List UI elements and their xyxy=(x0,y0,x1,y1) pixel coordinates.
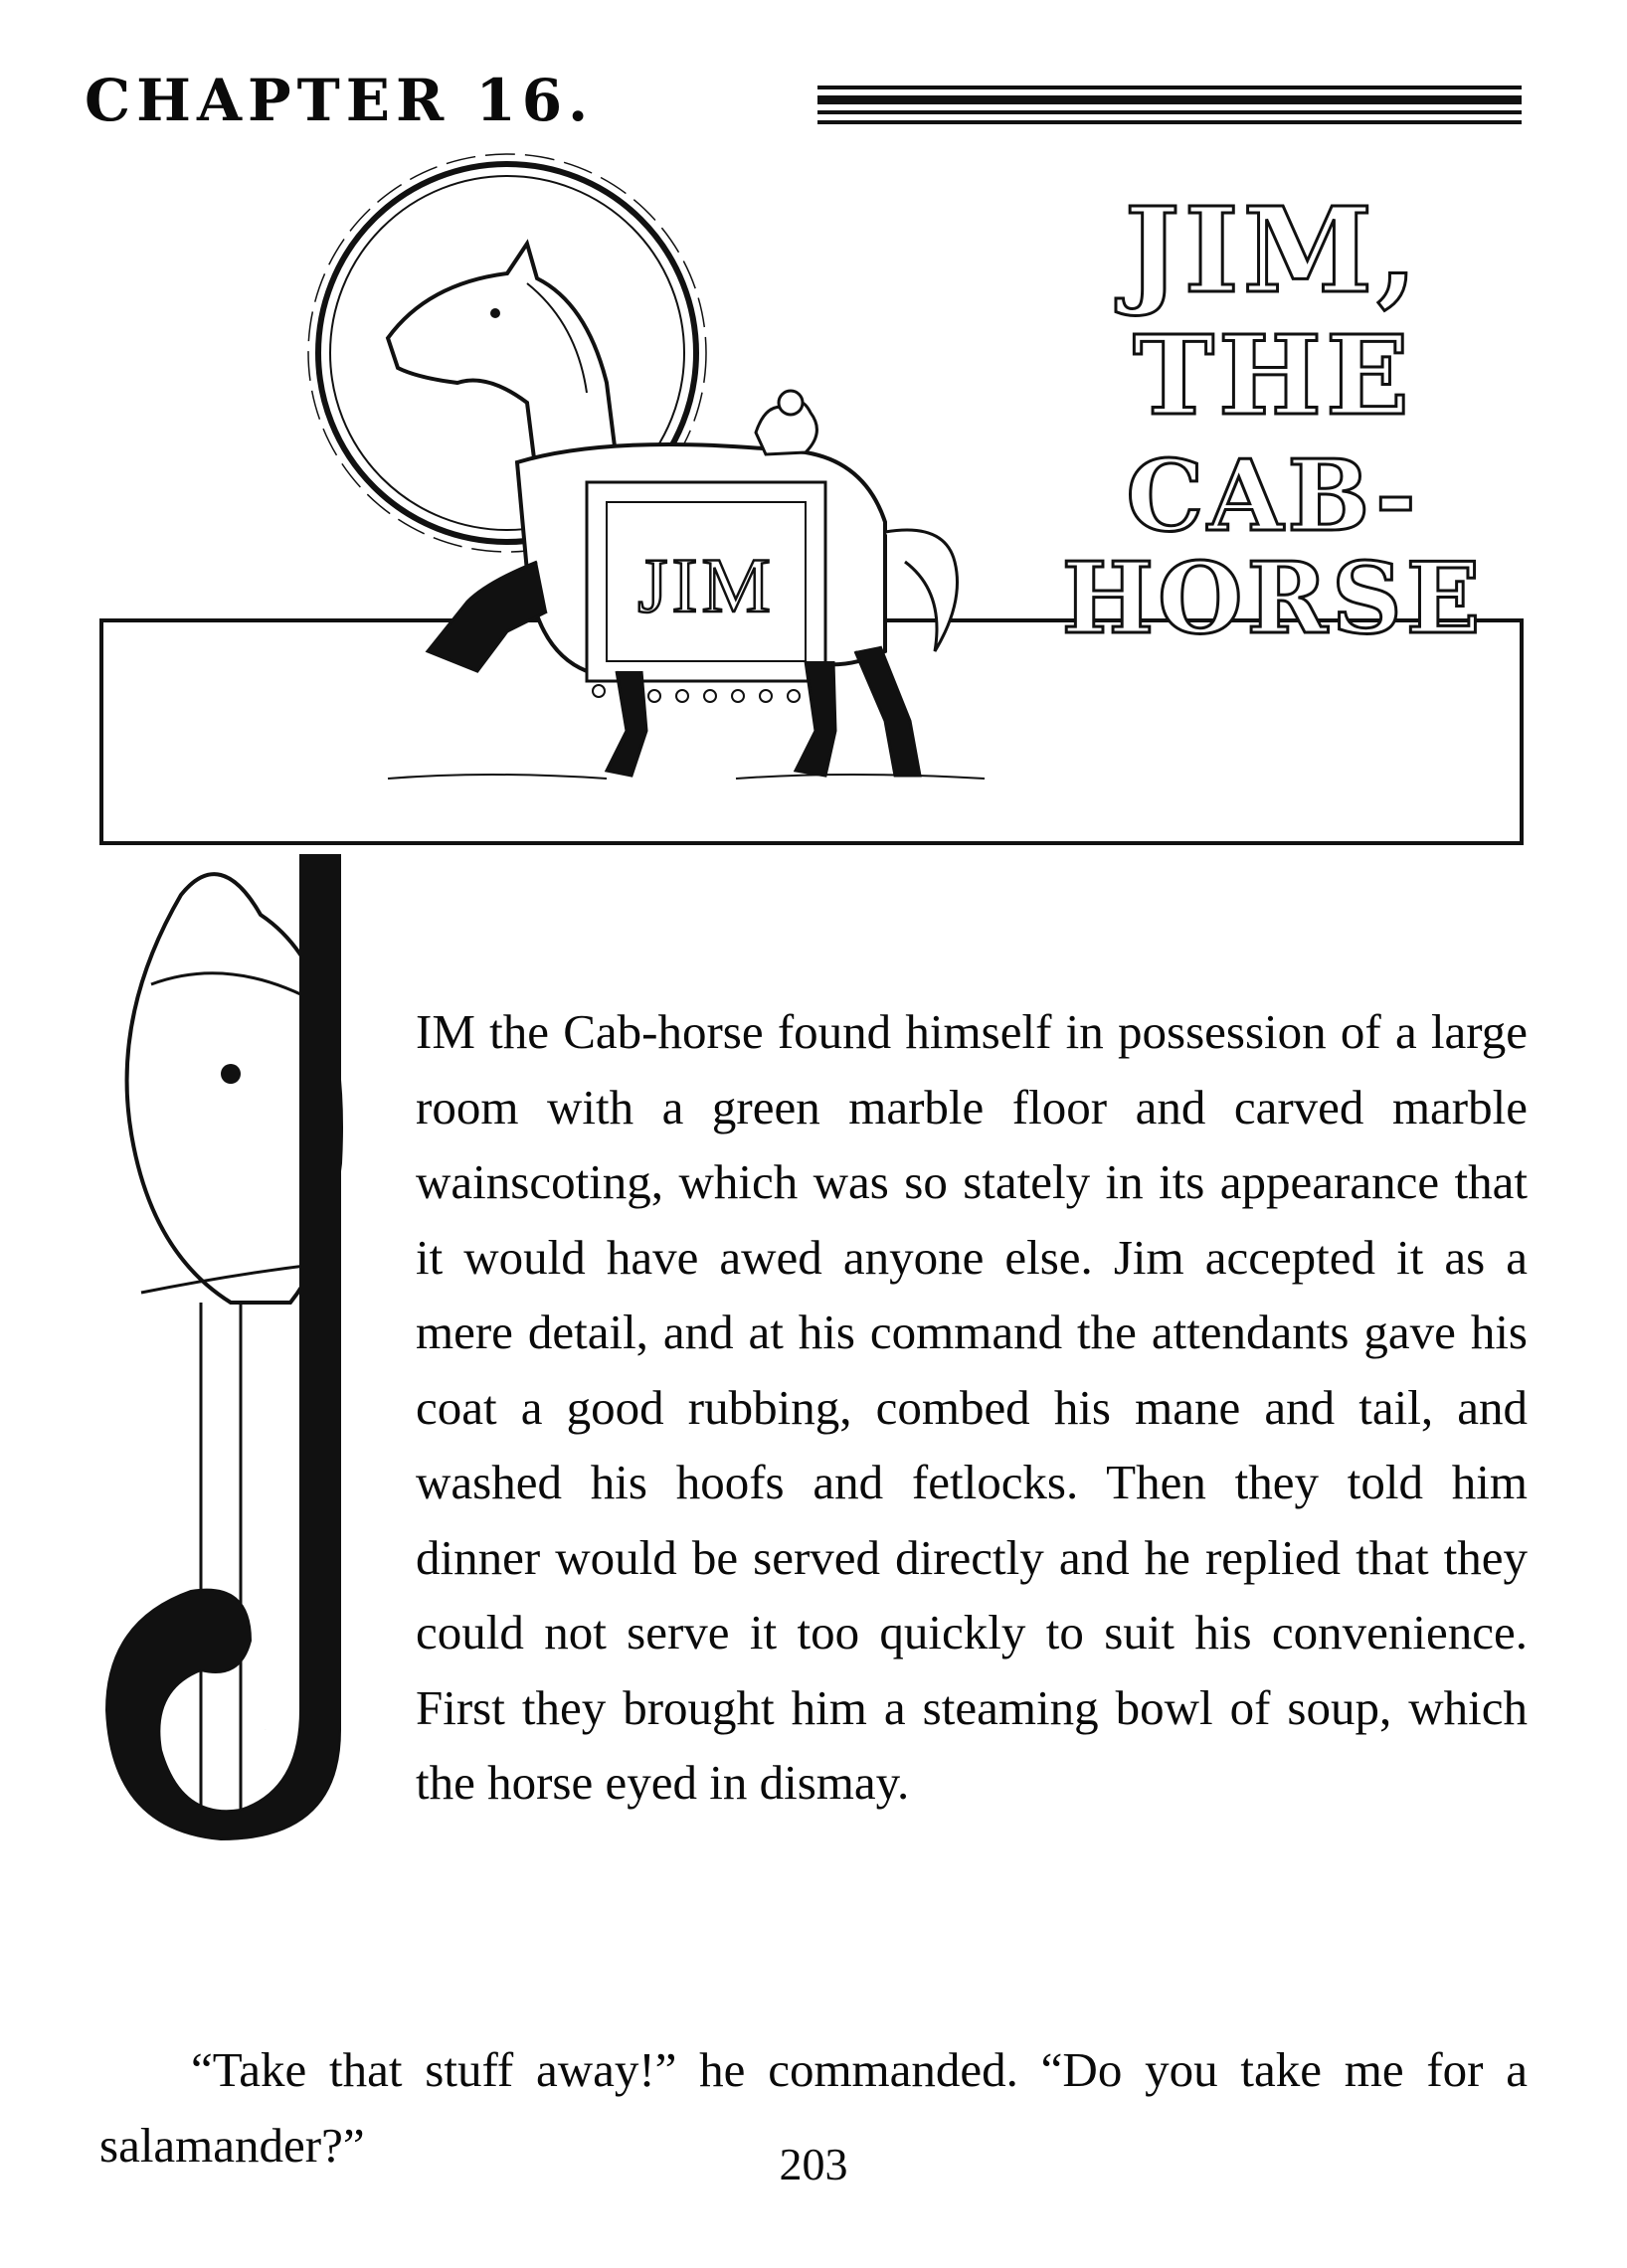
drop-cap-letter: J xyxy=(265,1730,267,1731)
horse-illustration xyxy=(288,134,1024,850)
title-line-1: JIM, xyxy=(1124,181,1422,319)
chapter-rule-lines xyxy=(817,86,1522,133)
body-text xyxy=(416,994,1528,1821)
drop-cap-illustration xyxy=(91,835,410,1859)
paragraph-2: “Take that stuff away!” he commanded. “Do you take me for a salamander?” xyxy=(99,2042,1528,2173)
title-line-2: THE xyxy=(1133,310,1413,439)
cab-horse-drawing xyxy=(288,134,1024,850)
drop-cap-j-with-horse-head xyxy=(91,835,410,1859)
chapter-title xyxy=(1004,181,1541,657)
blanket-label: JIM xyxy=(637,542,775,628)
chapter-label: CHAPTER 16. xyxy=(85,67,595,134)
title-line-3: CAB-HORSE xyxy=(1061,439,1485,657)
page-number: 203 xyxy=(779,2139,848,2189)
paragraph-1: IM the Cab-horse found himself in possession of a large room with a green marble floor and carved marble wainscoting, which was so stately in its appearance that it would have awed anyone else. Jim accepted it as a mere detail, and at his command the attendants gave his coat a good rubbing, combed his mane and tail, and washed his hoofs and fetlocks. Then they told him dinner would be served directly and he replied that they could not serve it too quickly to suit his convenience. First they brought him a steaming bowl of soup, which the horse eyed in dismay. xyxy=(416,1004,1528,1810)
